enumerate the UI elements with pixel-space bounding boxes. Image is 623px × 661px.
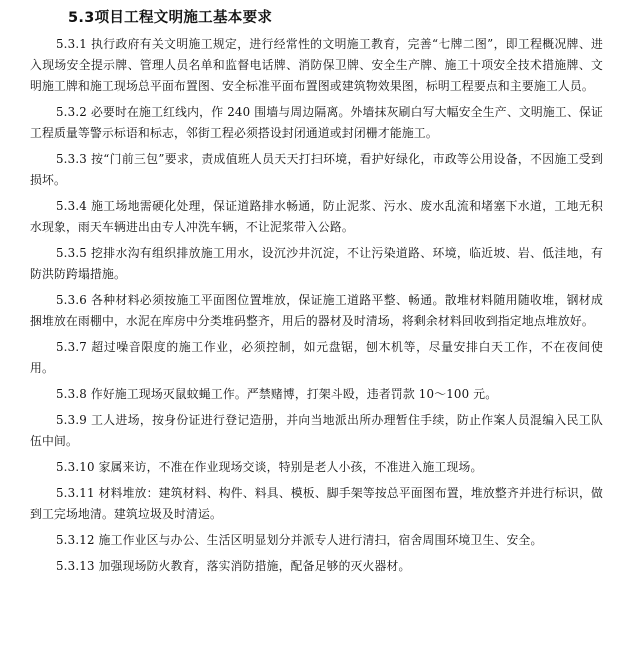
requirement-5-3-8: 5.3.8 作好施工现场灭鼠蚊蝇工作。严禁赌博，打架斗殴，违者罚款 10～100 元。: [55, 387, 498, 401]
requirement-5-3-1: 5.3.1 执行政府有关文明施工规定，进行经常性的文明施工教育，完善“七牌二图”，即工程概况牌、进入现场安全提示牌、管理人员名单和监督电话牌、消防保卫牌、安全生产牌、施工十项安全技术措施牌、文明施工牌和施工现场总平面布置图、安全标准平面布置图或建筑物效果图，标明工程要点和主要施工人员。: [30, 37, 603, 93]
section-title: 5.3项目工程文明施工基本要求: [68, 10, 273, 26]
requirement-5-3-3: 5.3.3 按“门前三包”要求，责成值班人员天天打扫环境，看护好绿化，市政等公用设备，不因施工受到损坏。: [30, 152, 603, 187]
requirement-5-3-12: 5.3.12 施工作业区与办公、生活区明显划分并派专人进行清扫，宿舍周围环境卫生、安全。: [55, 533, 543, 547]
requirement-5-3-11: 5.3.11 材料堆放：建筑材料、构件、料具、模板、脚手架等按总平面图布置，堆放整齐并进行标识，做到工完场地清。建筑垃圾及时清运。: [30, 486, 603, 521]
requirement-5-3-6: 5.3.6 各种材料必须按施工平面图位置堆放，保证施工道路平整、畅通。散堆材料随用随收堆，钢材成捆堆放在雨棚中，水泥在库房中分类堆码整齐，用后的器材及时清场，将剩余材料回收到指定地点堆放好。: [30, 293, 603, 328]
requirement-5-3-10: 5.3.10 家属来访，不准在作业现场交谈，特别是老人小孩，不准进入施工现场。: [55, 460, 483, 474]
requirement-5-3-13: 5.3.13 加强现场防火教育，落实消防措施，配备足够的灭火器材。: [55, 559, 411, 573]
requirement-5-3-5: 5.3.5 挖排水沟有组织排放施工用水，设沉沙井沉淀，不让污染道路、环境，临近坡、岩、低洼地，有防洪防跨塌措施。: [30, 246, 603, 281]
requirement-5-3-2: 5.3.2 必要时在施工红线内，作 240 围墙与周边隔离。外墙抹灰刷白写大幅安全生产、文明施工、保证工程质量等警示标语和标志，邻街工程必须搭设封闭通道或封闭栅才能施工。: [30, 105, 603, 140]
requirement-5-3-4: 5.3.4 施工场地需硬化处理，保证道路排水畅通，防止泥浆、污水、废水乱流和堵塞下水道，工地无积水现象，雨天车辆进出由专人冲洗车辆，不让泥浆带入公路。: [30, 199, 603, 234]
requirement-5-3-7: 5.3.7 超过噪音限度的施工作业，必须控制，如元盘锯，刨木机等，尽量安排白天工作，不在夜间使用。: [30, 340, 603, 375]
requirement-5-3-9: 5.3.9 工人进场，按身份证进行登记造册，并向当地派出所办理暂住手续，防止作案人员混编入民工队伍中间。: [30, 413, 603, 448]
